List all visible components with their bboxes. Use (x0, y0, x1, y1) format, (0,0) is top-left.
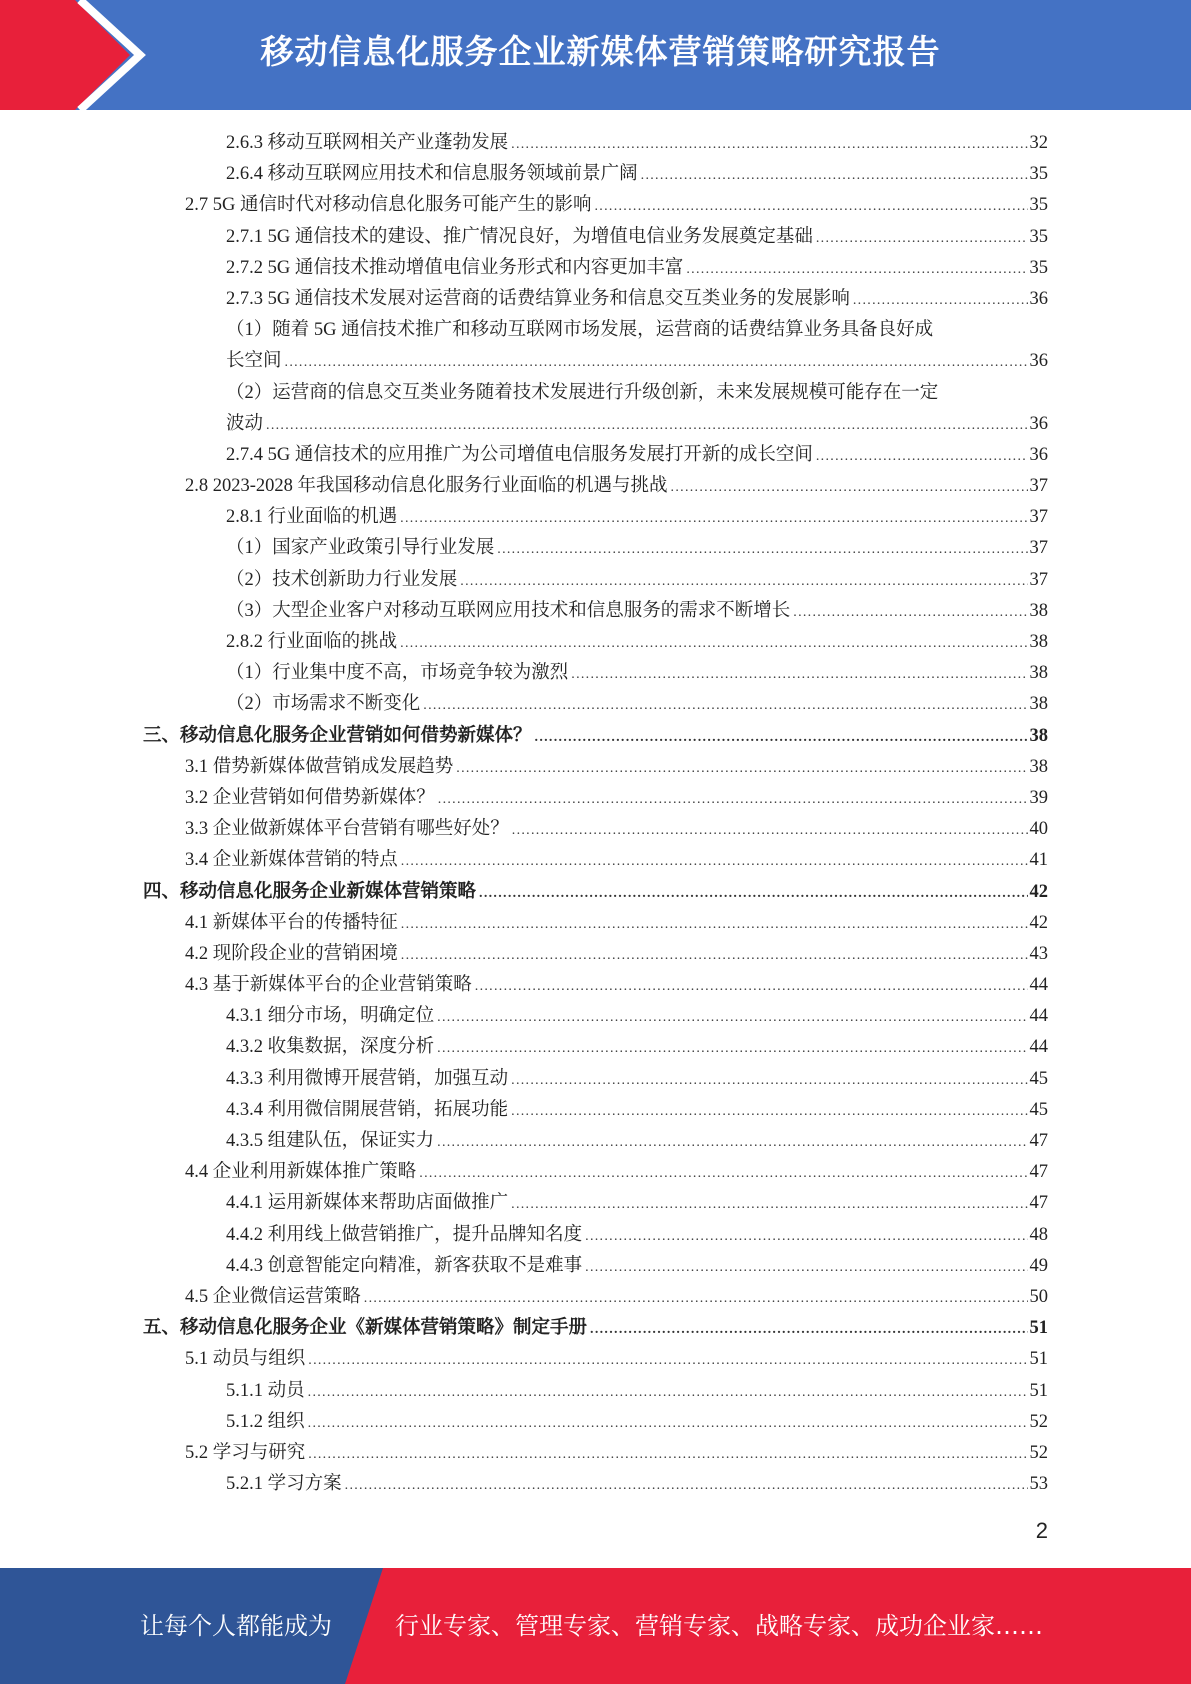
toc-entry[interactable] (143, 752, 1048, 783)
toc-entry[interactable] (143, 378, 1048, 440)
toc-page-number: 52 (1029, 1442, 1048, 1463)
toc-entry-title: 5.1.1 动员 (226, 1380, 305, 1401)
toc-entry-line (226, 409, 1048, 440)
toc-leader-dots (308, 1408, 1028, 1439)
toc-page-number: 47 (1029, 1162, 1048, 1183)
toc-leader-dots (364, 1283, 1028, 1314)
toc-page-number: 38 (1029, 663, 1048, 684)
toc-leader-dots (285, 347, 1028, 378)
toc-leader-dots (400, 503, 1027, 534)
toc-entry[interactable] (143, 1157, 1048, 1188)
toc-entry-title: 4.3.1 细分市场，明确定位 (226, 1006, 435, 1027)
toc-page-number: 38 (1029, 756, 1048, 777)
toc-leader-dots (590, 1314, 1027, 1345)
toc-page-number: 44 (1029, 1037, 1048, 1058)
table-of-contents (143, 128, 1048, 1500)
toc-entry[interactable] (143, 1407, 1048, 1438)
toc-page-number: 36 (1029, 351, 1048, 372)
toc-entry-title: 4.2 现阶段企业的营销困境 (185, 943, 398, 964)
toc-entry-title: （2）技术创新助力行业发展 (226, 569, 458, 590)
toc-entry[interactable] (143, 1282, 1048, 1313)
toc-entry-title: 2.7.3 5G 通信技术发展对运营商的话费结算业务和信息交互类业务的发展影响 (226, 288, 850, 309)
toc-entry-title: 4.3.3 利用微博开展营销，加强互动 (226, 1068, 509, 1089)
footer-slogan: 让每个人都能成为 (140, 1612, 332, 1640)
toc-entry[interactable] (143, 1095, 1048, 1126)
toc-leader-dots (308, 1345, 1027, 1376)
toc-entry[interactable] (143, 128, 1048, 159)
toc-leader-dots (816, 223, 1028, 254)
toc-page-number: 35 (1029, 195, 1048, 216)
toc-leader-dots (345, 1470, 1028, 1501)
toc-leader-dots (595, 191, 1028, 222)
toc-page-number: 40 (1029, 819, 1048, 840)
toc-leader-dots (585, 1252, 1027, 1283)
toc-entry-title: 2.6.4 移动互联网应用技术和信息服务领域前景广阔 (226, 164, 638, 185)
toc-page-number: 45 (1029, 1068, 1048, 1089)
toc-leader-dots (308, 1439, 1027, 1470)
toc-page-number: 51 (1029, 1380, 1048, 1401)
toc-leader-dots (438, 784, 1028, 815)
toc-leader-dots (437, 1002, 1027, 1033)
toc-entry-title: 5.2 学习与研究 (185, 1442, 306, 1463)
toc-entry-title-continued: 长空间 (226, 351, 282, 372)
toc-entry-title: 4.3.2 收集数据，深度分析 (226, 1037, 435, 1058)
toc-entry[interactable] (143, 845, 1048, 876)
toc-page-number: 48 (1029, 1224, 1048, 1245)
toc-entry-title: 4.3.5 组建队伍，保证实力 (226, 1131, 435, 1152)
toc-page-number: 47 (1029, 1193, 1048, 1214)
toc-entry-title: 4.4.3 创意智能定向精准，新客获取不是难事 (226, 1255, 583, 1276)
toc-entry[interactable] (143, 284, 1048, 315)
toc-entry[interactable] (143, 1126, 1048, 1157)
toc-page-number: 51 (1029, 1349, 1048, 1370)
toc-entry[interactable] (143, 721, 1048, 752)
toc-entry-title: 4.4.2 利用线上做营销推广，提升品牌知名度 (226, 1224, 583, 1245)
toc-entry-title: 2.7.1 5G 通信技术的建设、推广情况良好，为增值电信业务发展奠定基础 (226, 226, 813, 247)
toc-entry-title: 2.7.4 5G 通信技术的应用推广为公司增值电信服务发展打开新的成长空间 (226, 444, 813, 465)
toc-leader-dots (585, 1221, 1027, 1252)
toc-entry[interactable] (143, 1032, 1048, 1063)
toc-page-number: 38 (1029, 600, 1048, 621)
toc-leader-dots (671, 472, 1028, 503)
toc-entry[interactable] (143, 1188, 1048, 1219)
toc-leader-dots (423, 690, 1027, 721)
footer-roles: 行业专家、管理专家、营销专家、战略专家、成功企业家…… (395, 1612, 1043, 1640)
toc-entry[interactable] (143, 1001, 1048, 1032)
toc-page-number: 37 (1029, 476, 1048, 497)
toc-page-number: 52 (1029, 1411, 1048, 1432)
toc-page-number: 37 (1029, 538, 1048, 559)
toc-entry-title-continued: 波动 (226, 413, 264, 434)
toc-entry[interactable] (143, 1251, 1048, 1282)
toc-page-number: 38 (1029, 694, 1048, 715)
toc-entry-title: （1）国家产业政策引导行业发展 (226, 538, 495, 559)
toc-entry-title: 4.3.4 利用微信開展营销，拓展功能 (226, 1099, 509, 1120)
toc-entry[interactable] (143, 159, 1048, 190)
toc-entry[interactable] (143, 1313, 1048, 1344)
toc-leader-dots (479, 878, 1027, 909)
toc-leader-dots (401, 846, 1028, 877)
toc-entry-title: （1）随着 5G 通信技术推广和移动互联网市场发展，运营商的话费结算业务具备良好成 (226, 320, 934, 341)
toc-entry[interactable] (143, 471, 1048, 502)
toc-entry[interactable] (143, 970, 1048, 1001)
toc-entry[interactable] (143, 253, 1048, 284)
toc-leader-dots (419, 1158, 1027, 1189)
toc-entry-title: 四、移动信息化服务企业新媒体营销策略 (143, 881, 477, 902)
toc-leader-dots (511, 1065, 1027, 1096)
toc-leader-dots (437, 1127, 1027, 1158)
toc-entry[interactable] (143, 533, 1048, 564)
toc-page-number: 36 (1029, 288, 1048, 309)
toc-entry[interactable] (143, 814, 1048, 845)
toc-entry[interactable] (143, 190, 1048, 221)
toc-page-number: 35 (1029, 164, 1048, 185)
footer-banner (0, 1568, 1191, 1684)
toc-leader-dots (641, 160, 1028, 191)
toc-leader-dots (853, 285, 1028, 316)
toc-page-number: 37 (1029, 569, 1048, 590)
toc-page-number: 45 (1029, 1099, 1048, 1120)
toc-leader-dots (401, 940, 1028, 971)
toc-page-number: 38 (1029, 632, 1048, 653)
toc-entry-title: 4.1 新媒体平台的传播特征 (185, 912, 398, 933)
toc-leader-dots (511, 1189, 1027, 1220)
toc-entry-title: 3.4 企业新媒体营销的特点 (185, 850, 398, 871)
toc-entry-title: 5.2.1 学习方案 (226, 1474, 342, 1495)
toc-leader-dots (475, 971, 1028, 1002)
toc-entry-title: 3.3 企业做新媒体平台营销有哪些好处？ (185, 819, 509, 840)
toc-entry-title: 4.3 基于新媒体平台的企业营销策略 (185, 975, 472, 996)
toc-leader-dots (400, 628, 1027, 659)
toc-page-number: 53 (1029, 1474, 1048, 1495)
toc-leader-dots (511, 1096, 1027, 1127)
toc-leader-dots (571, 659, 1027, 690)
toc-entry-title: 2.7.2 5G 通信技术推动增值电信业务形式和内容更加丰富 (226, 257, 684, 278)
toc-entry[interactable] (143, 222, 1048, 253)
toc-entry-title: 4.5 企业微信运营策略 (185, 1286, 361, 1307)
toc-page-number: 35 (1029, 226, 1048, 247)
toc-entry[interactable] (143, 596, 1048, 627)
toc-leader-dots (497, 534, 1027, 565)
toc-page-number: 42 (1029, 912, 1048, 933)
toc-entry[interactable] (143, 565, 1048, 596)
toc-entry[interactable] (143, 783, 1048, 814)
toc-page-number: 44 (1029, 1006, 1048, 1027)
toc-entry-title: （3）大型企业客户对移动互联网应用技术和信息服务的需求不断增长 (226, 600, 791, 621)
toc-leader-dots (816, 441, 1028, 472)
toc-entry[interactable] (143, 908, 1048, 939)
toc-leader-dots (308, 1377, 1028, 1408)
toc-entry-title: 5.1 动员与组织 (185, 1349, 306, 1370)
toc-leader-dots (437, 1033, 1027, 1064)
toc-entry-title: 2.6.3 移动互联网相关产业蓬勃发展 (226, 133, 509, 153)
toc-leader-dots (460, 566, 1027, 597)
toc-page-number: 44 (1029, 975, 1048, 996)
toc-leader-dots (512, 815, 1028, 846)
toc-page-number: 51 (1029, 1318, 1048, 1339)
toc-page-number: 35 (1029, 257, 1048, 278)
toc-entry-title: （2）运营商的信息交互类业务随着技术发展进行升级创新，未来发展规模可能存在一定 (226, 382, 939, 403)
toc-leader-dots (535, 722, 1028, 753)
toc-page-number: 32 (1029, 133, 1048, 153)
toc-page-number: 38 (1029, 725, 1048, 746)
toc-entry-title: 4.4 企业利用新媒体推广策略 (185, 1162, 417, 1183)
toc-entry-title: 4.4.1 运用新媒体来帮助店面做推广 (226, 1193, 509, 1214)
toc-leader-dots (511, 129, 1027, 160)
toc-entry[interactable] (143, 1438, 1048, 1469)
toc-page-number: 47 (1029, 1131, 1048, 1152)
toc-entry[interactable] (143, 1344, 1048, 1375)
toc-leader-dots (686, 254, 1027, 285)
toc-entry-title: 3.1 借势新媒体做营销成发展趋势 (185, 756, 454, 777)
toc-entry[interactable] (143, 939, 1048, 970)
toc-entry[interactable] (143, 1469, 1048, 1500)
toc-entry-title: 2.8.1 行业面临的机遇 (226, 507, 398, 528)
toc-leader-dots (401, 909, 1028, 940)
toc-entry-title: 3.2 企业营销如何借势新媒体？ (185, 787, 435, 808)
toc-page-number: 49 (1029, 1255, 1048, 1276)
toc-page-number: 42 (1029, 881, 1048, 902)
toc-entry[interactable] (143, 877, 1048, 908)
toc-page-number: 36 (1029, 413, 1048, 434)
toc-entry-title: 2.8.2 行业面临的挑战 (226, 632, 398, 653)
toc-page-number: 37 (1029, 507, 1048, 528)
toc-entry-line (226, 346, 1048, 377)
toc-leader-dots (793, 597, 1027, 628)
toc-entry-title: 2.8 2023-2028 年我国移动信息化服务行业面临的机遇与挑战 (185, 476, 668, 497)
toc-entry[interactable] (143, 1376, 1048, 1407)
toc-page-number: 41 (1029, 850, 1048, 871)
toc-entry-title: 五、移动信息化服务企业《新媒体营销策略》制定手册 (143, 1318, 588, 1339)
toc-entry-title: 5.1.2 组织 (226, 1411, 305, 1432)
toc-entry[interactable] (143, 1220, 1048, 1251)
toc-leader-dots (456, 753, 1027, 784)
page-number: 2 (1035, 1518, 1048, 1543)
toc-entry[interactable] (143, 315, 1048, 377)
toc-entry-title: 三、移动信息化服务企业营销如何借势新媒体？ (143, 725, 532, 746)
toc-entry[interactable] (143, 1064, 1048, 1095)
toc-entry[interactable] (143, 689, 1048, 720)
toc-entry[interactable] (143, 440, 1048, 471)
toc-entry-title: （2）市场需求不断变化 (226, 694, 421, 715)
toc-page-number: 39 (1029, 787, 1048, 808)
header-banner (0, 0, 1191, 110)
toc-entry[interactable] (143, 627, 1048, 658)
toc-page-number: 36 (1029, 444, 1048, 465)
toc-entry-title: （1）行业集中度不高，市场竞争较为激烈 (226, 663, 569, 684)
toc-entry-title: 2.7 5G 通信时代对移动信息化服务可能产生的影响 (185, 195, 592, 216)
toc-entry[interactable] (143, 502, 1048, 533)
header-title: 移动信息化服务企业新媒体营销策略研究报告 (260, 32, 941, 71)
toc-entry[interactable] (143, 658, 1048, 689)
toc-page-number: 43 (1029, 943, 1048, 964)
toc-leader-dots (266, 410, 1027, 441)
toc-page-number: 50 (1029, 1286, 1048, 1307)
